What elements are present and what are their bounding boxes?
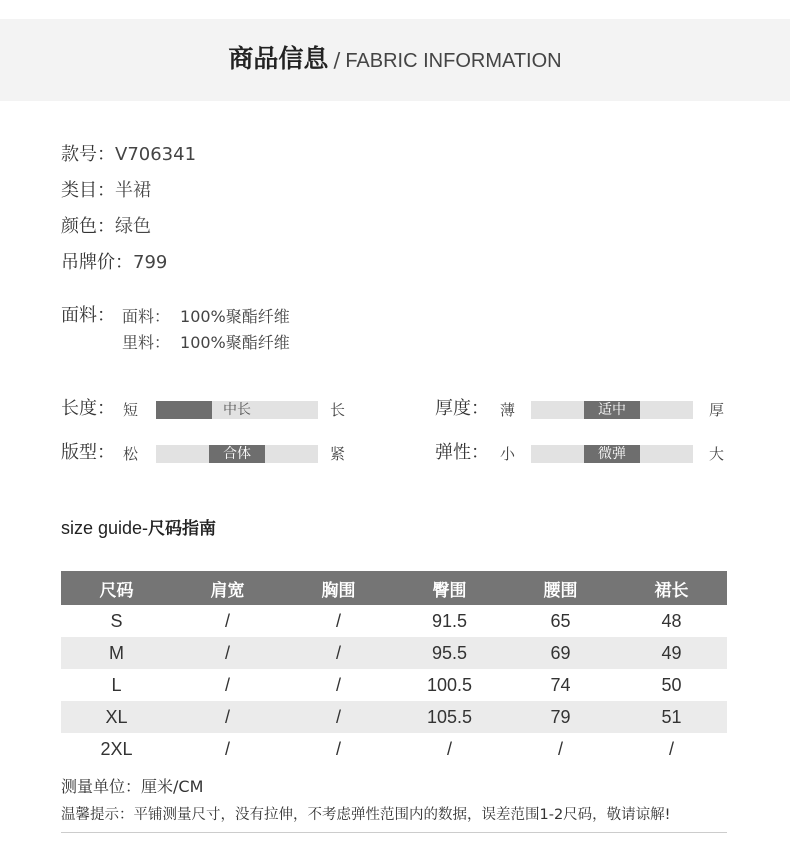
column-header: 臀围 — [394, 571, 505, 605]
thickness-label: 厚度： — [435, 398, 489, 419]
elasticity-selected: 微弹 — [598, 446, 626, 462]
table-cell: 49 — [616, 637, 727, 669]
table-cell: / — [335, 674, 341, 695]
size-table — [61, 571, 727, 765]
thickness-max: 厚 — [709, 401, 725, 419]
length-scale — [156, 401, 318, 419]
table-cell: 2XL — [100, 738, 133, 759]
table-cell: 74 — [550, 674, 571, 695]
thickness-min: 薄 — [500, 401, 516, 419]
info-color: 颜色：绿色 — [61, 216, 151, 237]
length-min: 短 — [123, 401, 139, 419]
table-cell: / — [335, 610, 341, 631]
table-row — [61, 637, 727, 669]
length-label: 长度： — [61, 398, 115, 419]
title-en: FABRIC INFORMATION — [345, 50, 562, 72]
table-cell: / — [557, 738, 563, 759]
size-guide-title: size guide-尺码指南 — [61, 518, 217, 539]
column-header: 尺码 — [61, 571, 172, 605]
elasticity-min: 小 — [500, 445, 516, 463]
table-cell: 50 — [661, 674, 682, 695]
length-max: 长 — [330, 401, 346, 419]
length-selected: 中长 — [223, 402, 251, 418]
info-tag-price: 吊牌价：799 — [61, 252, 168, 273]
table-row — [61, 701, 727, 733]
column-header: 肩宽 — [172, 571, 283, 605]
fit-min: 松 — [123, 445, 139, 463]
table-cell: / — [335, 738, 341, 759]
table-cell: / — [224, 674, 230, 695]
table-cell: / — [283, 637, 394, 669]
table-cell: / — [668, 738, 674, 759]
table-cell: / — [172, 637, 283, 669]
table-row — [61, 605, 727, 637]
unit-note: 测量单位：厘米/CM — [61, 777, 204, 796]
elasticity-scale — [531, 445, 693, 463]
table-cell: 79 — [505, 701, 616, 733]
fit-max: 紧 — [330, 445, 346, 463]
table-row — [61, 733, 727, 765]
table-header-row — [61, 571, 727, 605]
title-separator: / — [333, 48, 341, 72]
fit-label: 版型： — [61, 442, 115, 463]
thickness-selected: 适中 — [598, 402, 626, 418]
table-cell: 48 — [661, 610, 682, 631]
table-cell: 91.5 — [431, 610, 468, 631]
title-cn: 商品信息 — [228, 44, 329, 73]
elasticity-max: 大 — [709, 445, 725, 463]
divider — [61, 832, 727, 833]
table-cell: 95.5 — [394, 637, 505, 669]
table-cell: / — [283, 701, 394, 733]
fabric-lining: 里料： 100%聚酯纤维 — [122, 333, 290, 352]
tip-note: 温馨提示：平铺测量尺寸，没有拉伸，不考虑弹性范围内的数据，误差范围1-2尺码，敬请谅解! — [61, 807, 671, 823]
table-cell: / — [446, 738, 452, 759]
info-category: 类目：半裙 — [61, 180, 151, 201]
fit-scale — [156, 445, 318, 463]
fabric-outer: 面料： 100%聚酯纤维 — [122, 307, 290, 326]
table-cell: S — [110, 610, 123, 631]
table-cell: / — [172, 701, 283, 733]
page-title — [0, 44, 790, 77]
table-cell: 69 — [505, 637, 616, 669]
table-cell: / — [224, 610, 230, 631]
table-cell: L — [111, 674, 122, 695]
table-cell: M — [61, 637, 172, 669]
column-header: 腰围 — [505, 571, 616, 605]
table-cell: XL — [61, 701, 172, 733]
column-header: 胸围 — [283, 571, 394, 605]
info-style-number: 款号：V706341 — [61, 144, 197, 165]
table-row — [61, 669, 727, 701]
table-cell: 100.5 — [426, 674, 473, 695]
elasticity-label: 弹性： — [435, 442, 489, 463]
table-cell: 65 — [550, 610, 571, 631]
fit-selected: 合体 — [223, 446, 251, 462]
fabric-label: 面料： — [61, 305, 115, 326]
table-cell: 51 — [616, 701, 727, 733]
column-header: 裙长 — [616, 571, 727, 605]
thickness-scale — [531, 401, 693, 419]
table-cell: / — [224, 738, 230, 759]
length-fill — [156, 401, 212, 419]
table-cell: 105.5 — [394, 701, 505, 733]
